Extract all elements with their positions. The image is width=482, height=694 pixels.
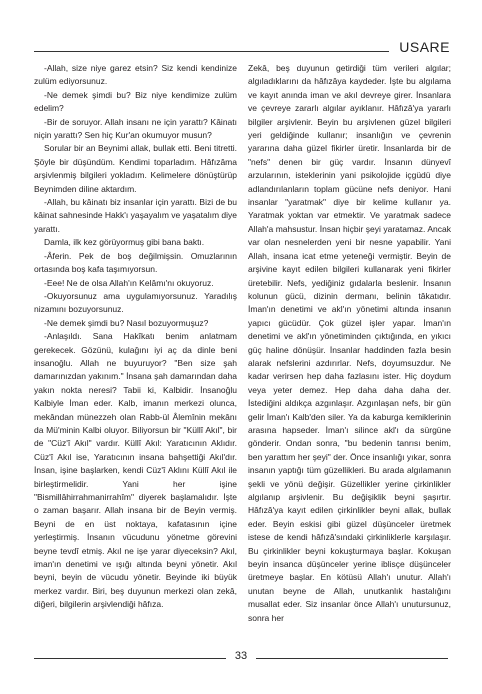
paragraph: -Anlaşıldı. Sana Hakîkatı benim anlatmam gerekecek. Gözünü, kulağını iyi aç da dinle beni insanoğlu. Allah ne buyuruyor? "Ben size şah damarınızdan yakınım." İnsana şah damarından daha yakın nokta neresi? Tabii ki, Kalbidir. İnsanoğlu Kalbiyle İman eder. Kalb, imanın merkezi olunca, mekândan münezzeh olan Rabb-ül Âlemînin mekânı da Mü'minin Kalbi oluyor. Biliyorsun bir "Küllî Akıl", bir de "Cüz'î Akıl" vardır. Küllî Akıl: Yaratıcının Aklıdır. Cüz'î Akıl ise, Yaratıcının insana bahşettiği Akıl'dır. İnsan, işine başlarken, kendi Cüz'î Aklını Küllî Akıl ile birleştirmelidir. Yani her işine "Bismillâhirrahmanirrahîm" diyerek başlamalıdır. İşte o zaman başarır. Allah insana bir de Beyin vermiş. Beyni de en üst noktaya, kafatasının içine yerleştirmiş. İnsanın vücudunu yönetme görevini beyne tevdî etmiş. Akıl ne işe yarar diyeceksin? Akıl, iman'ın denetimi ve ışığı altında beyni yönetir. Akıl beyni, beyin de vücudu yönetir. Beyinde iki büyük merkez vardır. Biri, beş duyunun merkezi olan zekâ, diğeri, bilgilerin arşivlendiği hâfıza.: [34, 331, 237, 610]
paragraph: Sorular bir an Beynimi allak, bullak etti. Beni titretti. Şöyle bir düşündüm. Kendimi toparladım. Hâfızâma arşivlenmiş bilgileri yokladım. Kelimelere dönüştürüp Beynimden diline aktardım.: [34, 143, 237, 194]
header-rule: [34, 51, 389, 52]
footer-rule-right: [256, 658, 448, 659]
paragraph: -Eee! Ne de olsa Allah'ın Kelâmı'nı okuyoruz.: [44, 277, 214, 288]
page-number: 33: [234, 650, 248, 662]
paragraph: Zekâ, beş duyunun getirdiği tüm verileri algılar; algıladıklarını da hâfızâya kaydeder. İşte bu algılama ve kayıt anında iman ve akıl devreye girer. İnsanlara ve çevreye zararlı algılar ayıklanır. Hâfızâ'ya yararlı bilgiler arşivlenir. Beyin bu arşivlenen güzel bilgileri yeri geldiğinde kullanır; insanlığın ve çevrenin yararına daha güzel fikirler üretir. İnsanlarda bir de "nefs" denen bir güç vardır. İnsanın dünyevî arzularının, isteklerinin yani psikolojide içgüdü diye adlandırılanların toplam gücüne nefs deniyor. Hani insanlar "yaratmak" diye bir kelime kullanır ya. Yaratmak yoktan var etmektir. Ve yaratmak sadece Allah'a mahsustur. İnsan hiçbir şeyi yaratamaz. Ancak var olan nesnelerden yeni bir nesne yapabilir. Yani Allah, insana icat etme yeteneği vermiştir. Beyin de arşivine kayıt edilen bilgileri kullanarak yeni fikirler üretebilir. Nefs, yediğiniz gıdalarla beslenir. İnsanın kolunun gücü, dizinin dermanı, belinin tâkatıdır. İman'ın denetimi ve akl'ın yönetimi altında insanın yapıcı gücüdür. Çok güzel işler yapar. İman'ın denetimi ve akl'ın yönetiminden çıktığında, en yıkıcı güç haline dönüşür. İnsanlar haddinden fazla besin alarak nefslerini azdırırlar. Nefs, doyumsuzdur. Ne kadar verirsen hep daha fazlasını ister. Hiç doydum veya yeter demez. Hep daha daha daha der. İstediğini aldıkça azgınlaşır. Azgınlaşan nefs, bir gün gelir İman'ı Kalb'den siler. Ya da kaburga kemiklerinin arasına hapseder. İman'ı silince akl'ı da sürgüne gönderir. Ondan sonra, "bu bedenin tanrısı benim, ben yarattım her şeyi" der. Önce insanlığı yıkar, sonra insanın yaptığı tüm güzellikleri. Bu arada algılamanın şekli ve yönü değişir. Güzellikler yerine çirkinlikler algılanıp arşivlenir. Bu değişiklik beyni şaşırtır. Hâfızâ'ya kayıt edilen çirkinlikler beyni allak, bullak eder. Beyin eskisi gibi güzel düşünceler üretmek istese de kendi hâfızâ'sındaki çirkinliklerle karşılaşır. Bu çirkinlikler beyni kokuşturmaya başlar. Kokuşan beyin insanca düşünceler yerine iblisçe düşünceler üretmeye başlar. En kötüsü Allah'ı unutur. Allah'ı unutan beyne de Allah, unutkanlık hastalığını musallat eder. Siz insanlar önce Allah'ı unutursunuz, sonra her: [248, 63, 451, 623]
paragraph: -Okuyorsunuz ama uygulamıyorsunuz. Yaradılış nizamını bozuyorsunuz.: [34, 290, 237, 315]
paragraph: -Ne demek şimdi bu? Nasıl bozuyormuşuz?: [44, 317, 209, 328]
paragraph: -Bir de soruyor. Allah insanı ne için yarattı? Kâinatı niçin yarattı? Sen hiç Kur'an okumuyor musun?: [34, 116, 237, 141]
paragraph: Damla, ilk kez görüyormuş gibi bana baktı.: [44, 237, 205, 248]
footer-rule-left: [34, 658, 226, 659]
paragraph: -Allah, size niye garez etsin? Siz kendi kendinize zulüm ediyorsunuz.: [34, 63, 237, 87]
right-text-column: [248, 62, 451, 625]
running-header-title: USARE: [399, 39, 450, 55]
paragraph: -Ne demek şimdi bu? Biz niye kendimize zulüm edelim?: [34, 89, 237, 114]
left-text-column: [34, 62, 237, 612]
paragraph: -Allah, bu kâinatı biz insanlar için yarattı. Bizi de bu kâinat sahnesinde Hakk'ı yaşayalım ve yaşatalım diye yarattı.: [34, 197, 237, 234]
paragraph: -Âferin. Pek de boş değilmişsin. Omuzlarının ortasında boş kafa taşımıyorsun.: [34, 250, 237, 275]
